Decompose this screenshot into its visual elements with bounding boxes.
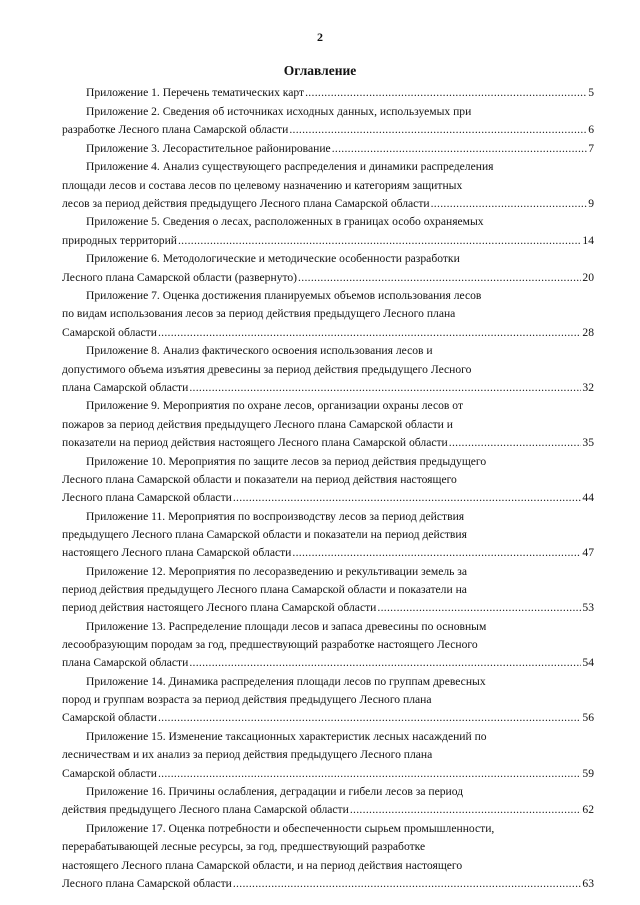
- toc-entry[interactable]: [62, 728, 594, 783]
- toc-page-number: 28: [582, 325, 594, 339]
- toc-entry-text: Лесного плана Самарской области и показатели на период действия настоящего: [62, 472, 457, 486]
- toc-entry[interactable]: [62, 213, 594, 249]
- dot-leader: [158, 324, 581, 342]
- dot-leader: [189, 379, 581, 397]
- toc-entry-text: разработке Лесного плана Самарской области: [62, 122, 289, 136]
- toc-page-number: 56: [582, 711, 594, 725]
- toc-entry-text: настоящего Лесного плана Самарской области, и на период действия настоящего: [62, 858, 463, 872]
- toc-page-number: 7: [588, 141, 594, 155]
- dot-leader: [350, 801, 582, 819]
- toc-entry[interactable]: [62, 140, 594, 158]
- dot-leader: [449, 434, 582, 452]
- toc-entry-text: лесничествам и их анализ за период действия предыдущего Лесного плана: [62, 748, 433, 762]
- toc-entry[interactable]: [62, 158, 594, 213]
- toc-entry-text: Приложение 4. Анализ существующего распределения и динамики распределения: [86, 160, 494, 174]
- dot-leader: [233, 875, 582, 893]
- dot-leader: [158, 709, 581, 727]
- toc-entry-text: природных территорий: [62, 233, 177, 247]
- toc-page-number: 44: [582, 490, 594, 504]
- toc-entry-text: Приложение 6. Методологические и методические особенности разработки: [86, 252, 460, 266]
- toc-page-number: 32: [582, 380, 594, 394]
- toc-entry-text: Самарской области: [62, 711, 157, 725]
- toc-entry[interactable]: [62, 783, 594, 819]
- dot-leader: [233, 489, 582, 507]
- dot-leader: [292, 544, 581, 562]
- toc-page-number: 63: [582, 876, 594, 890]
- toc-entry-text: Лесного плана Самарской области (развернуто): [62, 270, 298, 284]
- toc-entry-text: плана Самарской области: [62, 656, 189, 670]
- toc-entry[interactable]: [62, 250, 594, 286]
- toc-page-number: 14: [582, 233, 594, 247]
- toc-page-number: 35: [582, 435, 594, 449]
- dot-leader: [298, 269, 581, 287]
- toc-entry-text: допустимого объема изъятия древесины за период действия предыдущего Лесного: [62, 362, 472, 376]
- toc-entry-text: Приложение 11. Мероприятия по воспроизводству лесов за период действия: [86, 509, 465, 523]
- toc-entry-text: Лесного плана Самарской области: [62, 490, 232, 504]
- toc-entry-text: действия предыдущего Лесного плана Самарской области: [62, 803, 349, 817]
- dot-leader: [332, 140, 588, 158]
- toc-page-number: 20: [582, 270, 594, 284]
- toc-entry-text: Приложение 3. Лесорастительное районирование: [86, 141, 331, 155]
- toc-entry-text: лесообразующим породам за год, предшествующий разработке настоящего Лесного: [62, 638, 478, 652]
- toc-entry-text: период действия предыдущего Лесного плана Самарской области и показатели на: [62, 582, 467, 596]
- toc-entry-text: Приложение 12. Мероприятия по лесоразведению и рекультивации земель за: [86, 564, 468, 578]
- toc-entry[interactable]: [62, 563, 594, 618]
- toc-entry[interactable]: [62, 103, 594, 139]
- toc-entry-text: лесов за период действия предыдущего Лесного плана Самарской области: [62, 196, 430, 210]
- toc-entry[interactable]: [62, 673, 594, 728]
- toc-entry-text: Приложение 13. Распределение площади лесов и запаса древесины по основным: [86, 619, 487, 633]
- toc-entry-text: площади лесов и состава лесов по целевому назначению и категориям защитных: [62, 178, 463, 192]
- toc-entry-text: Самарской области: [62, 325, 157, 339]
- dot-leader: [377, 599, 581, 617]
- toc-page-number: 6: [588, 122, 594, 136]
- toc-entry-text: Приложение 5. Сведения о лесах, расположенных в границах особо охраняемых: [86, 215, 484, 229]
- toc-page-number: 54: [582, 656, 594, 670]
- toc-entry-text: Приложение 14. Динамика распределения площади лесов по группам древесных: [86, 675, 486, 688]
- toc-entry-text: Лесного плана Самарской области: [62, 876, 232, 890]
- toc-entry[interactable]: [62, 508, 594, 563]
- toc-entry[interactable]: [62, 84, 594, 102]
- toc-entry-text: Приложение 10. Мероприятия по защите лесов за период действия предыдущего: [86, 454, 487, 468]
- dot-leader: [178, 232, 581, 250]
- toc-entry-text: плана Самарской области: [62, 380, 189, 394]
- toc-entry[interactable]: [62, 287, 594, 342]
- toc-entry[interactable]: [62, 342, 594, 397]
- toc-entry-text: пород и группам возраста за период действия предыдущего Лесного плана: [62, 693, 432, 707]
- toc-entry-text: Приложение 8. Анализ фактического освоения использования лесов и: [86, 344, 433, 358]
- toc-entry-text: период действия настоящего Лесного плана Самарской области: [62, 601, 377, 615]
- toc-entry-text: Приложение 7. Оценка достижения планируемых объемов использования лесов: [86, 289, 482, 303]
- toc-entry[interactable]: [62, 820, 594, 893]
- toc-entry-text: перерабатывающей лесные ресурсы, за год, предшествующий разработке: [62, 840, 426, 854]
- toc-entry-text: Приложение 17. Оценка потребности и обеспеченности сырьем промышленности,: [86, 822, 495, 836]
- toc-page-number: 59: [582, 766, 594, 780]
- toc-entry-text: пожаров за период действия предыдущего Лесного плана Самарской области и: [62, 417, 453, 431]
- toc-entry-text: Приложение 2. Сведения об источниках исходных данных, используемых при: [86, 104, 472, 118]
- dot-leader: [431, 195, 588, 213]
- dot-leader: [289, 121, 587, 139]
- dot-leader: [158, 765, 581, 783]
- dot-leader: [189, 654, 581, 672]
- toc-entry-text: Приложение 9. Мероприятия по охране лесов, организации охраны лесов от: [86, 399, 464, 413]
- toc-entry[interactable]: [62, 397, 594, 452]
- toc-entry-text: показатели на период действия настоящего Лесного плана Самарской области: [62, 435, 448, 449]
- toc-page-number: 47: [582, 546, 594, 560]
- toc-entry-text: настоящего Лесного плана Самарской области: [62, 546, 292, 560]
- toc-title: Оглавление: [283, 63, 357, 78]
- dot-leader: [305, 84, 587, 102]
- toc-entry-text: Приложение 15. Изменение таксационных характеристик лесных насаждений по: [86, 730, 487, 744]
- page-number: 2: [317, 30, 323, 44]
- toc-page-number: 62: [582, 803, 594, 817]
- toc-entry-text: предыдущего Лесного плана Самарской области и показатели на период действия: [62, 527, 467, 541]
- toc-entry-text: по видам использования лесов за период действия предыдущего Лесного плана: [62, 307, 456, 321]
- toc-page-number: 5: [588, 86, 594, 99]
- toc-page-number: 53: [582, 601, 594, 615]
- toc-entry-text: Самарской области: [62, 766, 157, 780]
- toc-entry[interactable]: [62, 453, 594, 508]
- toc-page-number: 9: [588, 196, 594, 210]
- toc-entry[interactable]: [62, 618, 594, 673]
- toc-entry-text: Приложение 16. Причины ослабления, деградации и гибели лесов за период: [86, 785, 464, 799]
- toc-entry-text: Приложение 1. Перечень тематических карт: [86, 86, 305, 99]
- table-of-contents: [62, 84, 594, 893]
